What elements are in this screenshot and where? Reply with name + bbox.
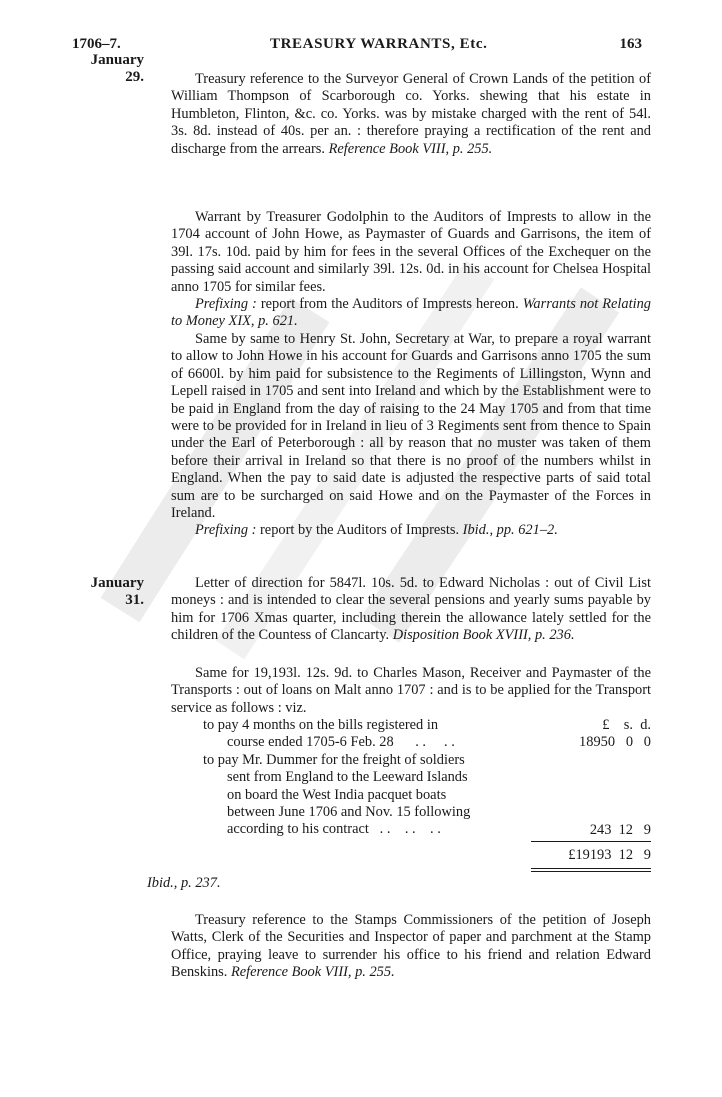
total-double-rule <box>531 871 651 872</box>
account-line: to pay Mr. Dummer for the freight of soldiers <box>203 751 465 768</box>
reference-citation: Reference Book VIII, p. 255. <box>328 140 493 157</box>
account-line: course ended 1705-6 Feb. 28 . . . . <box>227 734 455 751</box>
margin-date-text: January 31. <box>90 575 144 608</box>
margin-date-january-31 <box>72 575 144 609</box>
account-table <box>171 717 651 863</box>
prefixing-note <box>171 522 651 539</box>
entry-howe-fees <box>171 209 651 331</box>
account-line: to pay 4 months on the bills registered in <box>203 717 439 733</box>
account-line: on board the West India pacquet boats <box>227 786 447 803</box>
reference-citation: Ibid., p. 237. <box>147 875 221 891</box>
total-double-rule <box>531 868 651 869</box>
account-amount: 18950 0 0 <box>579 734 651 750</box>
paragraph <box>171 331 651 522</box>
reference-citation: Warrants not Relating to Money XIX, p. 621. <box>171 296 651 330</box>
paragraph-text: Same by same to Henry St. John, Secretary at War, to prepare a royal warrant to allow to John Howe in his account for Guards and Garrisons anno 1705 the sum of 6600l. by him paid for subsistence to the Regiments of Lillingston, Wynn and Lepell raised in 1705 and sent into Ireland and which by the Establishment were to be paid in England from the day of raising to the 24 May 1705 and from that time were to be provided for in Ireland in lieu of 3 Regiments sent from thence to Spain under the Earl of Peterborough : all by reason that no muster was taken of them before their arrival in Ireland so that there is no proof of the numbers whilst in England. When the pay to said date is adjusted the respective parts of said total sum are to be surcharged on said Howe and on the Paymaster of the Forces in Ireland. <box>171 331 651 522</box>
prefixing-text: report from the Auditors of Imprests hereon. <box>260 296 519 313</box>
paragraph-text: Warrant by Treasurer Godolphin to the Auditors of Imprests to allow in the 1704 account of John Howe, as Paymaster of Guards and Garrisons, the item of 39l. 17s. 10d. paid by him for fees in the several Offices of the Exchequer on the passing said account and similarly 39l. 12s. 0d. in his account for Chelsea Hospital anno 1705 for similar fees. <box>171 209 651 295</box>
account-line: sent from England to the Leeward Islands <box>227 769 468 786</box>
reference-citation: Reference Book VIII, p. 255. <box>230 964 395 981</box>
paragraph <box>171 71 651 158</box>
reference-citation: Disposition Book XVIII, p. 236. <box>392 627 575 644</box>
account-item-dummer <box>171 752 651 839</box>
reference-citation: Ibid., pp. 621–2. <box>462 522 558 539</box>
entry-nicholas-letter <box>171 575 651 645</box>
entry-st-john-warrant <box>171 331 651 540</box>
account-column-headers: £ s. d. <box>602 717 651 733</box>
account-item-bills <box>171 717 651 752</box>
margin-date-january-29 <box>72 52 144 86</box>
page-number: 163 <box>619 36 642 52</box>
paragraph <box>171 665 651 717</box>
paragraph-text: Treasury reference to the Surveyor General of Crown Lands of the petition of William Thompson of Scarborough co. Yorks. shewing that his estate in Humbleton, Flinton, &c. co. Yorks. was by mistake charged with the rent of 54l. 3s. 8d. instead of 40s. per an. : therefore praying a rectification of the rent and discharge from the arrears. <box>171 71 651 157</box>
paragraph-text: Same for 19,193l. 12s. 9d. to Charles Mason, Receiver and Paymaster of the Transports : out of loans on Malt anno 1707 : and is to be applied for the Transport service as follows : viz. <box>171 665 651 716</box>
paragraph <box>171 575 651 645</box>
paragraph <box>171 209 651 296</box>
margin-year: 1706–7. <box>72 36 121 52</box>
prefixing-text: report by the Auditors of Imprests. <box>260 522 460 539</box>
account-item-description <box>203 752 529 839</box>
prefixing-label: Prefixing : <box>195 296 257 313</box>
entry-mason-transports <box>147 665 651 895</box>
account-total-row <box>531 847 651 864</box>
account-line: between June 1706 and Nov. 15 following <box>227 804 471 821</box>
margin-date-text: January 29. <box>90 52 144 85</box>
paragraph-text: Letter of direction for 5847l. 10s. 5d. to Edward Nicholas : out of Civil List moneys : and is intended to clear the several pensions and yearly sums payable by him for 1706 Xmas quarter, including therein the allowance lately settled for the children of the Countess of Clancarty. <box>171 575 651 644</box>
prefixing-label: Prefixing : <box>195 522 257 539</box>
paragraph <box>171 912 651 982</box>
sum-rule <box>531 841 651 842</box>
account-item-description <box>203 717 529 752</box>
entry-watts-petition <box>171 912 651 982</box>
prefixing-note <box>171 296 651 331</box>
account-line: according to his contract . . . . . . <box>227 821 441 838</box>
entry-thompson-petition <box>171 71 651 158</box>
reference-line <box>147 875 221 892</box>
account-amount: 243 12 9 <box>589 821 651 838</box>
paragraph-text: Treasury reference to the Stamps Commissioners of the petition of Joseph Watts, Clerk of the Securities and Inspector of paper and parchment at the Stamp Office, praying leave to surrender his office to his friend and relation Edward Benskins. <box>171 912 651 981</box>
account-total: £19193 12 9 <box>568 847 651 863</box>
running-title: TREASURY WARRANTS, Etc. <box>270 36 488 52</box>
